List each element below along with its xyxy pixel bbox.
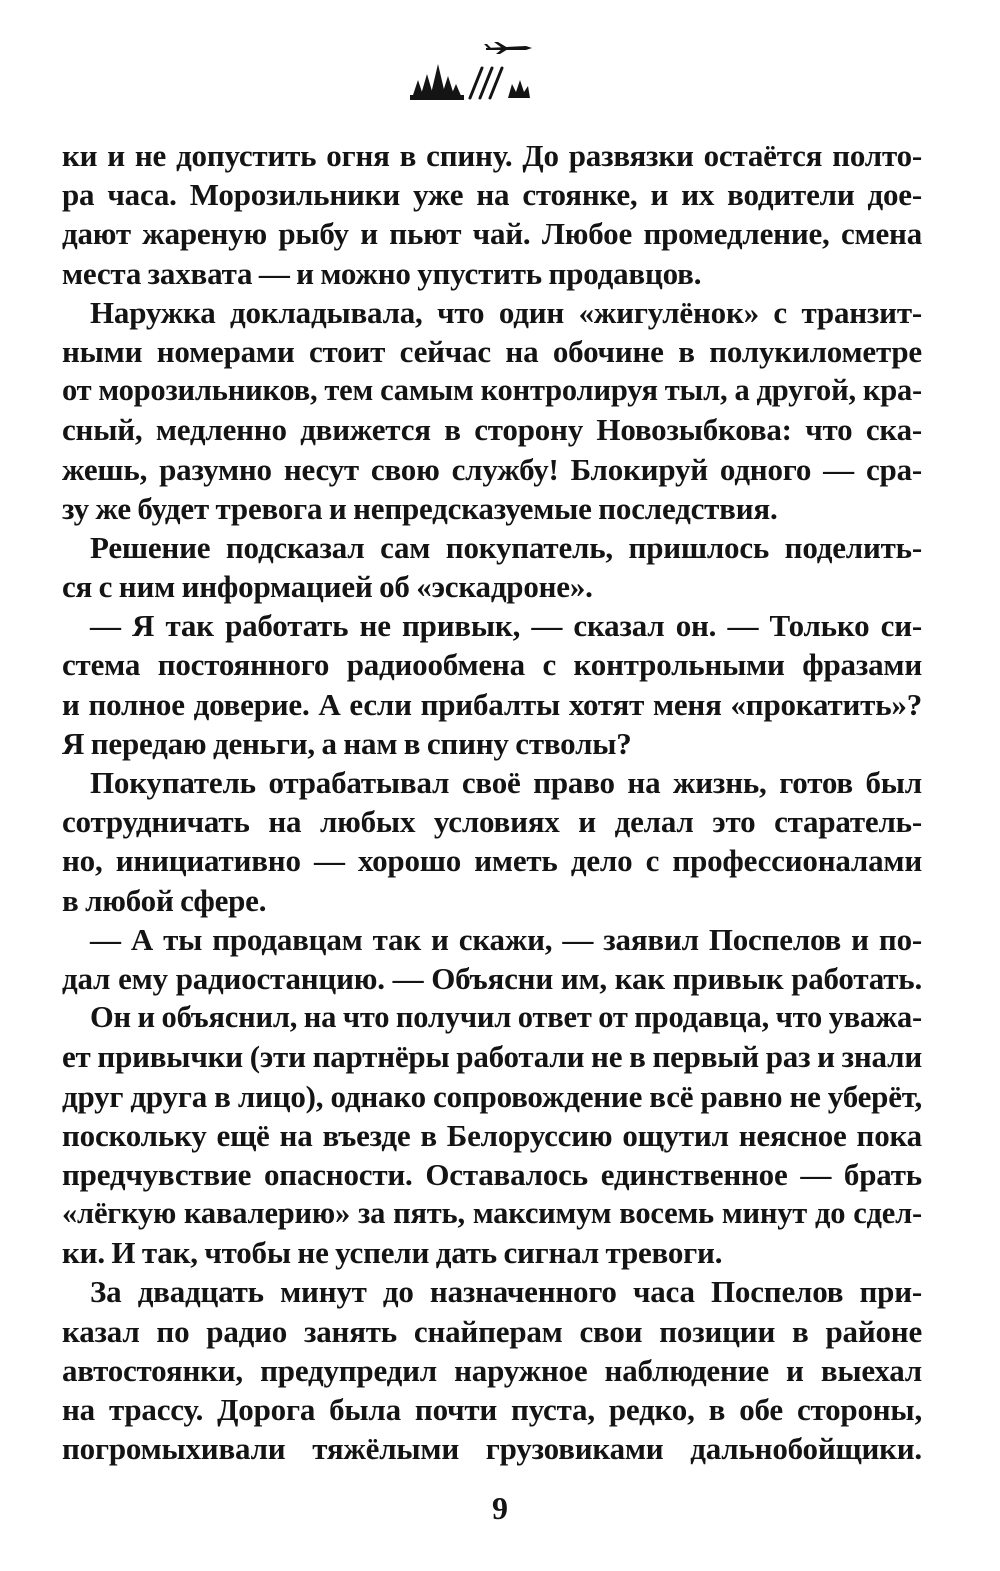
page-body-text [62, 136, 922, 1468]
text-line: казал по радио занять снайперам свои позиции в районе [62, 1313, 922, 1349]
text-line: — А ты продавцам так и скажи, — заявил Поспелов и по- [90, 921, 922, 957]
trees-icon [410, 64, 464, 100]
text-line: дал ему радиостанцию. — Объясни им, как привык работать. [62, 960, 922, 996]
page-number: 9 [492, 1490, 508, 1526]
text-line: стема постоянного радиообмена с контрольными фразами [62, 647, 922, 683]
text-line: поскольку ещё на въезде в Белоруссию ощутил неясное пока [62, 1117, 922, 1153]
text-line: автостоянки, предупредил наружное наблюдение и выехал [62, 1352, 922, 1388]
text-line: погромыхивали тяжёлыми грузовиками дальнобойщики. [62, 1431, 922, 1467]
text-line: «лёгкую кавалерию» за пять, максимум восемь минут до сдел- [62, 1196, 922, 1231]
text-line: Он и объяснил, на что получил ответ от продавца, что уважа- [90, 1000, 922, 1035]
bush-icon [508, 80, 530, 98]
text-line: За двадцать минут до назначенного часа Поспелов при- [90, 1274, 922, 1310]
text-line: Я передаю деньги, а нам в спину стволы? [62, 725, 632, 761]
text-line: друг друга в лицо), однако сопровождение всё равно не уберёт, [62, 1078, 922, 1114]
text-line: дают жареную рыбу и пьют чай. Любое промедление, смена [62, 216, 922, 252]
text-line: — Я так работать не привык, — сказал он. — Только си- [90, 608, 922, 644]
text-line: зу же будет тревога и непредсказуемые последствия. [62, 490, 778, 526]
text-line: ра часа. Морозильники уже на стоянке, и их водители дое- [62, 177, 922, 213]
text-line: ными номерами стоит сейчас на обочине в полукилометре [62, 333, 922, 369]
text-line: в любой сфере. [62, 882, 267, 918]
text-line: сотрудничать на любых условиях и делал это старатель- [62, 804, 922, 840]
rain-strokes-icon [470, 68, 502, 98]
text-line: от морозильников, тем самым контролируя тыл, а другой, кра- [62, 373, 922, 408]
text-line: и полное доверие. А если прибалты хотят меня «прокатить»? [62, 686, 922, 722]
text-line: Наружка докладывала, что один «жигулёнок» с транзит- [90, 294, 922, 330]
text-line: Решение подсказал сам покупатель, пришлось поделить- [90, 529, 922, 565]
text-line: жешь, разумно несут свою службу! Блокируй одного — сра- [62, 451, 922, 487]
text-line: на трассу. Дорога была почти пуста, редко, в обе стороны, [62, 1392, 922, 1427]
text-line: ет привычки (эти партнёры работали не в первый раз и знали [62, 1039, 922, 1075]
text-line: предчувствие опасности. Оставалось единственное — брать [62, 1156, 922, 1192]
text-line: ки. И так, чтобы не успели дать сигнал тревоги. [62, 1235, 723, 1271]
text-line: но, инициативно — хорошо иметь дело с профессионалами [62, 843, 922, 879]
text-line: сный, медленно движется в сторону Новозыбкова: что ска- [62, 412, 922, 448]
airplane-icon [484, 42, 532, 54]
text-line: Покупатель отрабатывал своё право на жизнь, готов был [90, 765, 922, 800]
forest-airplane-vignette-icon [408, 40, 568, 102]
text-line: ки и не допустить огня в спину. До развязки остаётся полто- [62, 138, 922, 173]
text-line: ся с ним информацией об «эскадроне». [62, 569, 593, 605]
text-line: места захвата — и можно упустить продавцов. [62, 255, 702, 291]
